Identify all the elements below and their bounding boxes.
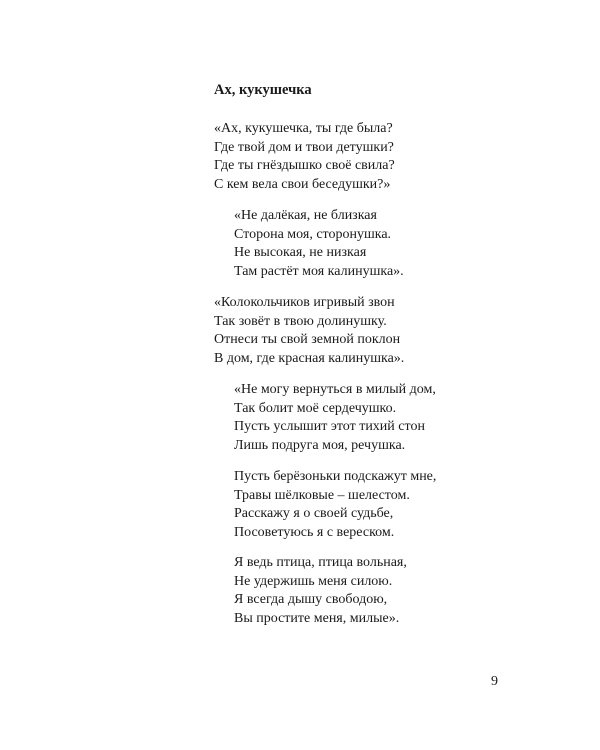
stanza-2 — [234, 207, 404, 281]
stanza-5 — [234, 468, 436, 542]
poem-line: Вы простите меня, милые». — [234, 610, 400, 626]
poem-title: Ах, кукушечка — [214, 82, 312, 98]
poem-line: Посоветуюсь я с вереском. — [234, 524, 395, 540]
poem-line: «Ах, кукушечка, ты где была? — [214, 121, 393, 136]
poem-line: «Не могу вернуться в милый дом, — [234, 382, 436, 397]
poem-line: Не удержишь меня силою. — [234, 573, 393, 589]
poem-line: Пусть услышит этот тихий стон — [234, 419, 425, 435]
poem-line: Там растёт моя калинушка». — [234, 263, 404, 279]
poem-line: Сторона моя, сторонушка. — [234, 226, 392, 242]
poem-line: Так болит моё сердечушко. — [234, 400, 397, 416]
poem-line: «Не далёкая, не близкая — [234, 208, 377, 223]
stanza-1 — [214, 120, 395, 194]
poem-line: Где ты гнёздышко своё свила? — [214, 158, 395, 174]
poem-line: Я ведь птица, птица вольная, — [234, 555, 407, 570]
poem-line: Так зовёт в твою долинушку. — [214, 313, 387, 329]
poem-line: Где твой дом и твои детушки? — [214, 139, 394, 155]
page-number: 9 — [491, 674, 498, 689]
poem-line: Лишь подруга моя, речушка. — [234, 437, 406, 453]
stanza-6 — [234, 554, 407, 628]
stanza-4 — [234, 381, 436, 455]
poem-line: Расскажу я о своей судьбе, — [234, 506, 394, 522]
poem-line: Травы шёлковые – шелестом. — [234, 487, 410, 503]
poem-line: «Колокольчиков игривый звон — [214, 295, 395, 310]
poem-line: Я всегда дышу свободою, — [234, 592, 388, 608]
stanza-3 — [214, 294, 404, 368]
poem-line: С кем вела свои беседушки?» — [214, 176, 391, 192]
poem-line: Отнеси ты свой земной поклон — [214, 332, 401, 348]
poem-line: Не высокая, не низкая — [234, 245, 367, 261]
poem-line: В дом, где красная калинушка». — [214, 350, 405, 366]
poem-line: Пусть берёзоньки подскажут мне, — [234, 469, 437, 484]
